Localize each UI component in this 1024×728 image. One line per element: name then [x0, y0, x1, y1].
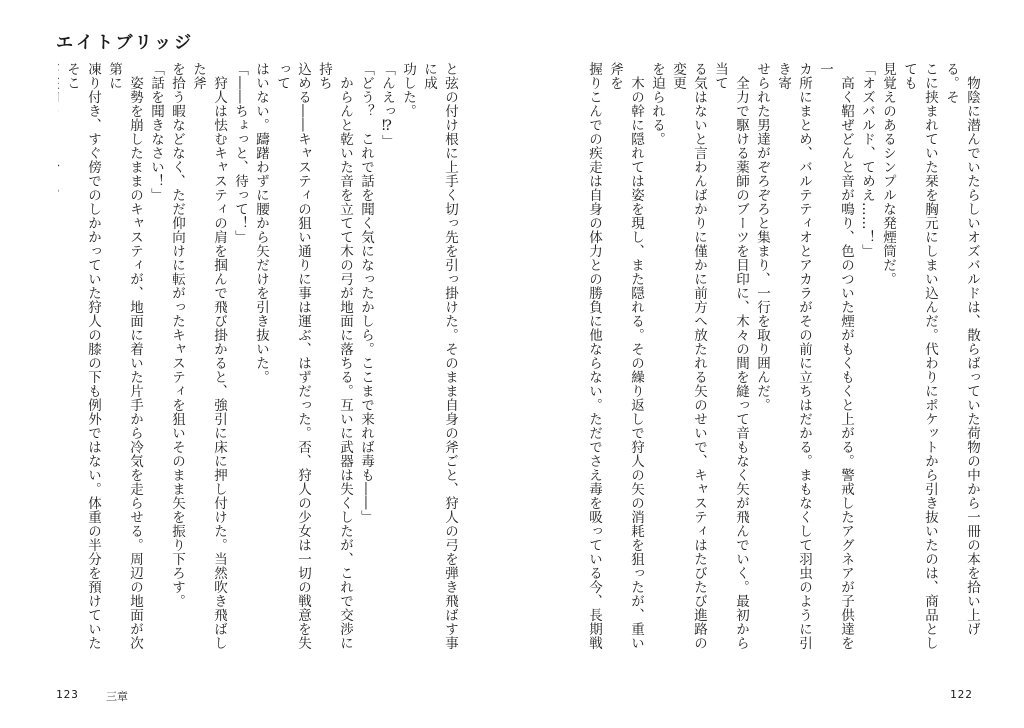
- text-line: からんと乾いた音を立てて木の弓が地面に落ちる。互いに武器は失くしたが、これで交渉に持ち: [316, 62, 353, 650]
- text-line: [58, 62, 61, 662]
- text-line: せられた男達がぞろぞろと集まり、一行を取り囲んだ。: [754, 62, 770, 412]
- text-line: 「――ちょっと、待って！」: [232, 62, 248, 244]
- text-line: 見覚えのあるシンプルな発煙筒だ。: [880, 62, 896, 286]
- text-line: 高く鞀ぜどんと音が鳴り、色のついた煙がもくもくと上がる。警戒したアグネアが子供達を一: [817, 62, 854, 650]
- text-line: 功した。: [400, 62, 416, 118]
- text-line: 握りこんでの疾走は自身の体力との勝負に他ならない。ただでさえ毒を吸っている今、長期戦: [586, 62, 602, 650]
- text-line: を拾う暇などなく、ただ仰向けに転がったキャスティを狙いそのまま矢を振り下ろす。: [169, 62, 185, 608]
- text-line: 「んえっ⁉」: [379, 62, 395, 149]
- page-number-left: 123: [56, 688, 79, 701]
- text-line: 全力で駆ける薬師のブーツを目印に、木々の間を縫って音もなく矢が飛んでいく。最初から当て: [712, 62, 749, 650]
- text-line: カ所にまとめ、バルテティオとアカラがその前に立ちはだかる。まもなくして羽虫のように引き寄: [775, 62, 812, 650]
- text-line: 「どう？ これで話を聞く気になったかしら。ここまで来れば毒も――」: [358, 62, 374, 524]
- page-number-right: 122: [950, 688, 973, 701]
- running-title: エイトブリッジ: [56, 33, 195, 53]
- chapter-label: 三章: [106, 690, 128, 703]
- right-page-body: [582, 62, 982, 662]
- left-page-body: [58, 62, 460, 662]
- text-line: を迫られる。: [649, 62, 665, 146]
- text-line: 物陰に潜んでいたらしいオズバルドは、散らばっていた荷物の中から一冊の本を拾い上げる。そ: [943, 62, 980, 636]
- text-line: 木の幹に隠れては姿を現し、また隠れる。その繰り返しで狩人の矢の消耗を狙ったが、重い斧を: [607, 62, 644, 650]
- text-line: 「オズバルド、てめえ……！」: [859, 62, 875, 258]
- text-line: 姿勢を崩したままのキャスティが、地面に着いた片手から冷気を走らせる。周辺の地面が次第に: [106, 62, 143, 650]
- text-line: 狩人は怯むキャスティの肩を掴んで飛び掛かると、強引に床に押し付けた。当然吹き飛ばした斧: [190, 62, 227, 650]
- text-line: 「話を聞きなさい！」: [148, 62, 164, 202]
- text-line: 凍り付き、すぐ傍でのしかかっていた狩人の膝の下も例外ではない。体重の半分を預けていたそこ: [64, 62, 101, 650]
- text-line: と弦の付け根に上手く切っ先を引っ掛けた。そのまま自身の斧ごと、狩人の弓を弾き飛ばす事に成: [421, 62, 458, 650]
- text-line: はいない。躊躇わずに腰から矢だけを引き抜いた。: [253, 62, 269, 384]
- text-line: 込める――キャスティの狙い通りに事は運ぶ、はずだった。否、狩人の少女は一切の戦意を失って: [274, 62, 311, 650]
- text-line: こに挟まれていた栞を胸元にしまい込んだ。代わりにポケットから引き抜いたのは、商品としても: [901, 62, 938, 650]
- text-line: る気はないと言わんばかりに僅かに前方へ放たれる矢のせいで、キャスティはたびたび進路の変更: [670, 62, 707, 650]
